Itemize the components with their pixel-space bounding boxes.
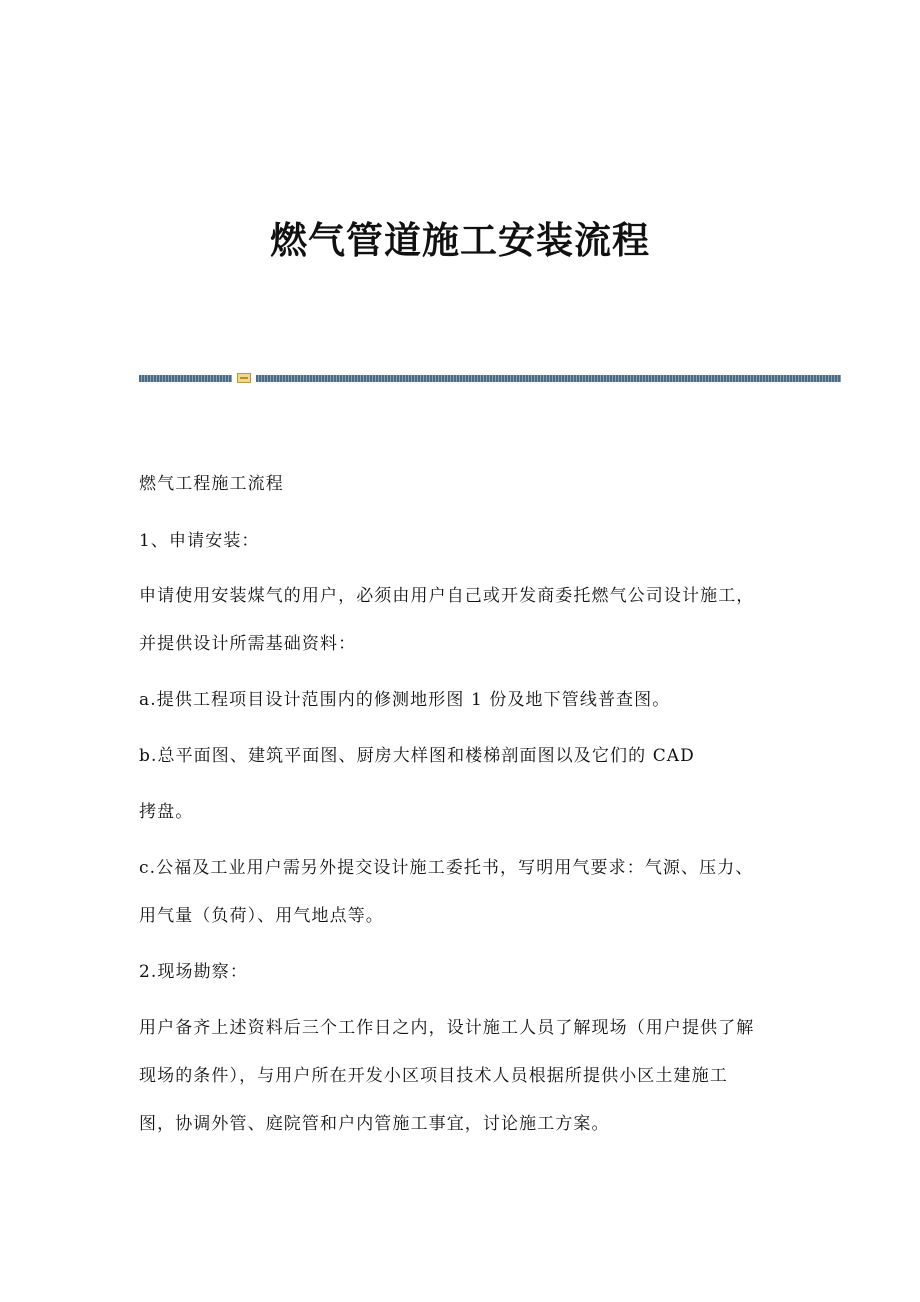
paragraph-line: 现场的条件），与用户所在开发小区项目技术人员根据所提供小区土建施工 xyxy=(139,1066,728,1086)
divider-bar-left xyxy=(139,375,232,382)
paragraph-line: 用户备齐上述资料后三个工作日之内，设计施工人员了解现场（用户提供了解 xyxy=(139,1018,755,1038)
list-item-c-continued: 用气量（负荷）、用气地点等。 xyxy=(139,906,384,926)
paragraph-line: 并提供设计所需基础资料： xyxy=(139,634,357,654)
list-item-b: b.总平面图、建筑平面图、厨房大样图和楼梯剖面图以及它们的 CAD xyxy=(139,746,695,766)
title-divider xyxy=(139,373,841,383)
divider-emblem-icon xyxy=(237,373,251,383)
step-heading-1: 1、申请安装： xyxy=(139,531,260,551)
list-item-a: a.提供工程项目设计范围内的修测地形图 1 份及地下管线普查图。 xyxy=(139,690,671,710)
divider-bar-right xyxy=(256,375,841,382)
list-item-c: c.公福及工业用户需另外提交设计施工委托书，写明用气要求：气源、压力、 xyxy=(139,858,754,878)
paragraph-line: 申请使用安装煤气的用户，必须由用户自己或开发商委托燃气公司设计施工， xyxy=(139,586,755,606)
section-heading: 燃气工程施工流程 xyxy=(139,474,284,494)
paragraph-line: 图，协调外管、庭院管和户内管施工事宜，讨论施工方案。 xyxy=(139,1114,610,1134)
document-title: 燃气管道施工安装流程 xyxy=(270,218,650,262)
step-heading-2: 2.现场勘察： xyxy=(139,962,248,982)
list-item-b-continued: 拷盘。 xyxy=(139,802,194,822)
